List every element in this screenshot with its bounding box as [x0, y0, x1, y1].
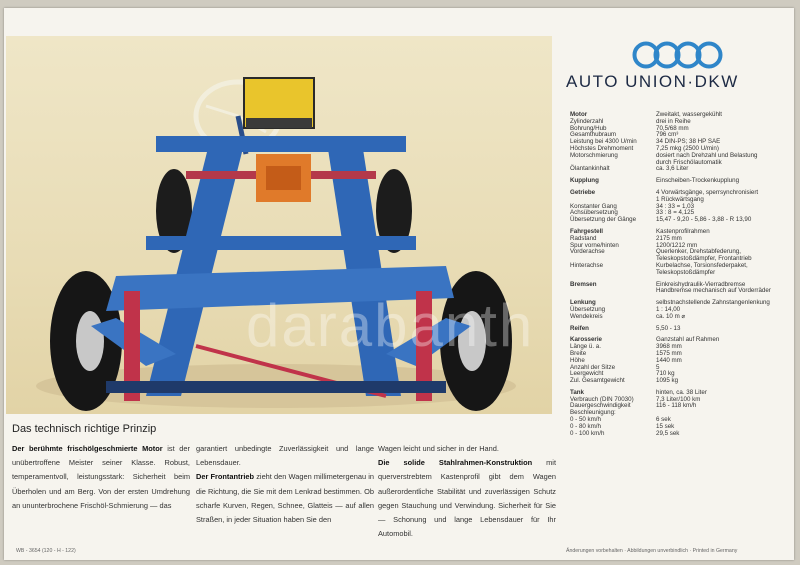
spec-label: Leistung bei 4300 U/min [570, 138, 637, 146]
spec-value: Ganzstahl auf Rahmen [656, 336, 720, 344]
spec-row [570, 365, 790, 372]
spec-value: 1200/1212 mm [656, 241, 698, 249]
spec-row [570, 326, 790, 333]
spec-value: Teleskopstoßdämpfer [656, 268, 716, 276]
spec-group [570, 112, 790, 173]
spec-value: 7,25 mkg (2500 U/min) [656, 144, 719, 152]
spec-value: Einkreishydraulik-Vierradbremse [656, 280, 746, 288]
spec-value: 1 : 14,00 [656, 305, 681, 313]
spec-value: 29,5 sek [656, 429, 680, 437]
spec-value: 710 kg [656, 370, 675, 378]
paragraph-text: ist der unübertroffene Meister seiner Klasse. Robust, temperamentvoll, leistungsstark: Sicherheit beim Überholen und am Berg. Von der ersten Umdrehung an ununterbrochene Frischöl-Schmierung — das [12, 444, 190, 510]
spec-value: 34 : 33 = 1,03 [656, 202, 695, 210]
spec-value: 70,5/68 mm [656, 124, 689, 132]
text-column-2 [196, 442, 374, 527]
spec-row [570, 166, 790, 173]
spec-label: Breite [570, 349, 587, 357]
spec-row [570, 431, 790, 438]
spec-label: Konstanter Gang [570, 202, 617, 210]
spec-value: 15,47 - 9,20 - 5,86 - 3,88 - R 13,90 [656, 216, 752, 224]
spec-label: Gesamthubraum [570, 131, 617, 139]
spec-label: Radstand [570, 234, 597, 242]
spec-value: 5 [656, 363, 660, 371]
spec-label: Beschleunigung: [570, 409, 616, 417]
spec-row [570, 217, 790, 224]
spec-label: Anzahl der Sitze [570, 363, 616, 371]
spec-label: Wendekreis [570, 312, 603, 320]
spec-value: 1440 mm [656, 356, 682, 364]
spec-value [656, 410, 790, 417]
spec-label: Kupplung [570, 177, 599, 185]
spec-label: Karosserie [570, 336, 602, 344]
spec-label: 0 - 50 km/h [570, 416, 601, 424]
paragraph [378, 442, 556, 456]
spec-group [570, 190, 790, 224]
spec-value: dosiert nach Drehzahl und Belastung [656, 151, 758, 159]
spec-label: Lenkung [570, 299, 596, 307]
spec-value: 1095 kg [656, 377, 679, 385]
spec-label: Motorschmierung [570, 151, 618, 159]
spec-value: drei in Reihe [656, 117, 691, 125]
spec-label: Zul. Gesamtgewicht [570, 377, 625, 385]
spec-table [570, 112, 790, 442]
spec-value: ca. 10 m ⌀ [656, 312, 686, 320]
spec-label: Höhe [570, 356, 585, 364]
spec-value: durch Frischölautomatik [656, 158, 722, 166]
spec-value: selbstnachstellende Zahnstangenlenkung [656, 299, 770, 307]
four-rings-logo [632, 40, 724, 70]
spec-value: 1 Rückwärtsgang [656, 195, 704, 203]
spec-row [570, 288, 790, 295]
paragraph [378, 456, 556, 541]
spec-row [570, 270, 790, 277]
spec-value: 34 DIN-PS; 38 HP SAE [656, 138, 721, 146]
paragraph-text: Wagen leicht und sicher in der Hand. [378, 444, 499, 453]
spec-label: Fahrgestell [570, 227, 604, 235]
paragraph-lead: Die solide Stahlrahmen-Konstruktion [378, 458, 533, 468]
spec-value: Querlenker, Drehstabfederung, [656, 248, 741, 256]
spec-value: 2175 mm [656, 234, 682, 242]
spec-value: 33 : 8 = 4,125 [656, 209, 695, 217]
spec-group [570, 337, 790, 385]
spec-value: 116 - 118 km/h [656, 402, 697, 410]
text-column-1 [12, 442, 190, 513]
spec-label: Getriebe [570, 188, 596, 196]
watermark-text: darabanth [246, 292, 535, 359]
paragraph-text: zieht den Wagen millimetergenau in die Richtung, die Sie mit dem Lenkrad bestimmen. Ob scharfe Kurven, Regen, Schnee, Glatteis — auf allen Straßen, in jeder Situation haben Sie den [196, 472, 374, 525]
spec-value: Einscheiben-Trockenkupplung [656, 177, 740, 185]
brochure-page [4, 8, 794, 560]
paragraph [196, 470, 374, 527]
spec-group [570, 229, 790, 277]
spec-label: Achsübersetzung [570, 209, 618, 217]
spec-label: Übersetzung [570, 305, 606, 313]
spec-value: 5,50 - 13 [656, 324, 681, 332]
spec-label: Tank [570, 388, 584, 396]
spec-label: 0 - 100 km/h [570, 429, 605, 437]
spec-value: ca. 3,6 Liter [656, 165, 689, 173]
spec-label [570, 270, 656, 277]
spec-value: Zweitakt, wassergekühlt [656, 111, 723, 118]
spec-label: 0 - 80 km/h [570, 422, 601, 430]
paragraph-text: mit querverstrebtem Kastenprofil gibt dem Wagen außerordentliche Stabilität und zuverlässigen Schutz gegen Stauchung und Verwindung. Sicherheit für Sie — Schonung und lange Lebensdauer für Ihr Automobil. [378, 458, 556, 539]
spec-label: Höchstes Drehmoment [570, 144, 634, 152]
chassis-photo [6, 36, 552, 414]
spec-group [570, 282, 790, 296]
spec-value: 3968 mm [656, 343, 682, 351]
spec-label: Reifen [570, 324, 589, 332]
spec-row [570, 410, 790, 417]
spec-group [570, 300, 790, 320]
spec-row [570, 178, 790, 185]
print-code: WB - 3654 (120 - H - 122) [16, 548, 76, 554]
spec-row [570, 417, 790, 424]
spec-group [570, 390, 790, 438]
spec-label: Länge ü. a. [570, 343, 601, 351]
spec-value: 15 sek [656, 422, 675, 430]
spec-value: Kastenprofilrahmen [656, 227, 710, 235]
paragraph-lead: Der berühmte frischölgeschmierte Motor [12, 444, 163, 453]
spec-value: hinten, ca. 38 Liter [656, 388, 707, 396]
brand-name: AUTO UNION·DKW [566, 72, 739, 91]
spec-group [570, 178, 790, 185]
paragraph-lead: Der Frontantrieb [196, 472, 255, 482]
spec-label: Bremsen [570, 280, 597, 288]
spec-value: 6 sek [656, 416, 671, 424]
spec-value: 796 cm³ [656, 131, 679, 139]
spec-value: 7,3 Liter/100 km [656, 395, 701, 403]
spec-label: Motor [570, 111, 588, 118]
spec-value: Handbremse mechanisch auf Vorderräder [656, 287, 771, 295]
spec-label: Hinterachse [570, 261, 604, 269]
spec-label: Verbrauch (DIN 70030) [570, 395, 634, 403]
spec-row [570, 378, 790, 385]
spec-value: Kurbelachse, Torsionsfederpaket, [656, 261, 748, 269]
footer-note: Änderungen vorbehalten · Abbildungen unverbindlich · Printed in Germany [566, 548, 738, 554]
paragraph-text: garantiert unbedingte Zuverlässigkeit und lange Lebensdauer. [196, 444, 374, 468]
paragraph [196, 442, 374, 470]
spec-label: Zylinderzahl [570, 117, 604, 125]
spec-label: Vorderachse [570, 248, 605, 256]
spec-value: 4 Vorwärtsgänge, sperrsynchronisiert [656, 188, 759, 196]
intro-heading: Das technisch richtige Prinzip [12, 423, 157, 435]
spec-value: Teleskopstoßdämpfer, Frontantrieb [656, 255, 752, 263]
spec-label: Spur vorne/hinten [570, 241, 619, 249]
spec-label: Ölantankinhalt [570, 165, 610, 173]
spec-label: Übersetzung der Gänge [570, 216, 637, 224]
spec-value: 1575 mm [656, 349, 682, 357]
spec-label: Leergewicht [570, 370, 604, 378]
spec-label [570, 288, 656, 295]
spec-row [570, 314, 790, 321]
spec-group [570, 326, 790, 333]
paragraph [12, 442, 190, 513]
spec-label: Bohrung/Hub [570, 124, 607, 132]
spec-label: Dauergeschwindigkeit [570, 402, 631, 410]
text-column-3 [378, 442, 556, 541]
